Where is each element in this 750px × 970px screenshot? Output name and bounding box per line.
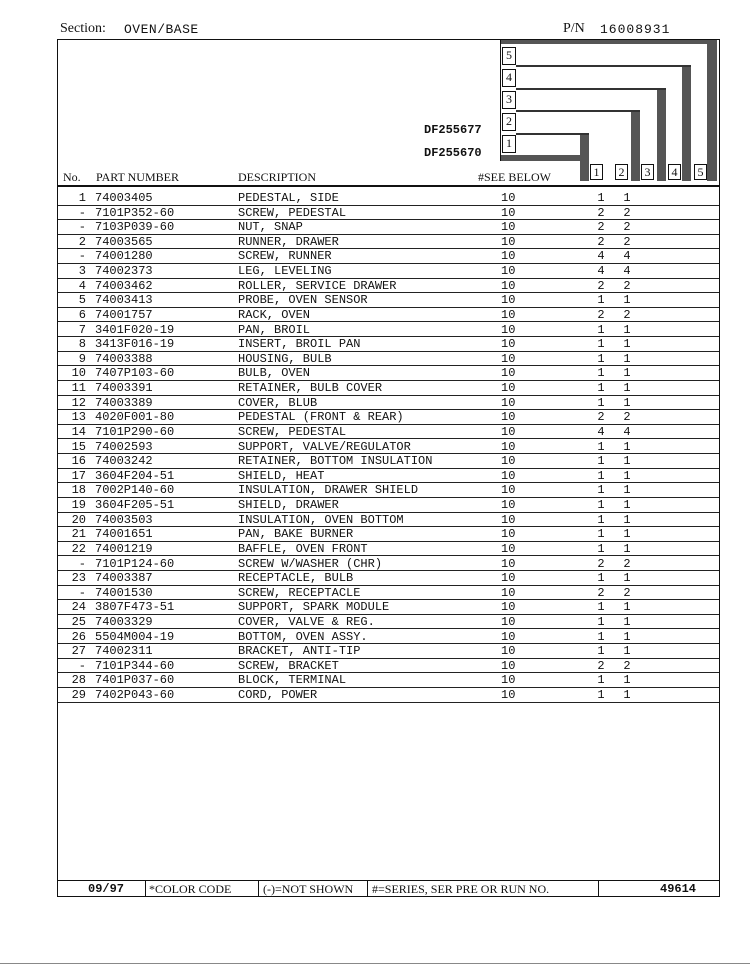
row-item-number: 1: [78, 191, 86, 205]
row-description: NUT, SNAP: [238, 220, 303, 235]
row-see-below: 10: [501, 688, 516, 703]
row-qty-model-2: 1: [623, 191, 631, 205]
row-qty-model-2: 2: [623, 585, 631, 600]
model-label-a: DF255677: [424, 123, 482, 137]
model-column-5: 5: [694, 164, 707, 180]
row-description: BRACKET, ANTI-TIP: [238, 644, 361, 659]
row-description: PEDESTAL, SIDE: [238, 191, 339, 205]
table-row: [58, 425, 719, 440]
row-qty-model-2: 2: [623, 556, 631, 571]
row-see-below: 10: [501, 410, 516, 425]
row-qty-model-2: 1: [623, 541, 631, 556]
row-qty-model-1: 1: [597, 191, 605, 205]
row-see-below: 10: [501, 658, 516, 673]
footer-color-code: *COLOR CODE: [149, 882, 232, 896]
table-row: [58, 191, 719, 206]
row-qty-model-1: 1: [597, 439, 605, 454]
row-part-number: 7402P043-60: [95, 688, 175, 703]
row-item-number: -: [78, 205, 86, 220]
row-qty-model-2: 2: [623, 410, 631, 425]
table-row: [58, 366, 719, 381]
row-see-below: 10: [501, 191, 516, 205]
row-item-number: 13: [71, 410, 86, 425]
table-row: [58, 308, 719, 323]
row-description: INSULATION, OVEN BOTTOM: [238, 512, 404, 527]
row-part-number: 74003405: [95, 191, 153, 205]
header-divider: [58, 185, 719, 187]
table-row: [58, 469, 719, 484]
row-see-below: 10: [501, 571, 516, 586]
row-part-number: 7407P103-60: [95, 366, 175, 381]
row-item-number: -: [78, 249, 86, 264]
row-description: COVER, VALVE & REG.: [238, 614, 375, 629]
model-column-2: 2: [615, 164, 628, 180]
row-see-below: 10: [501, 249, 516, 264]
model-box-2: 2: [502, 113, 516, 131]
table-row: [58, 235, 719, 250]
row-description: PEDESTAL (FRONT & REAR): [238, 410, 404, 425]
table-row: [58, 396, 719, 411]
row-part-number: 3413F016-19: [95, 337, 175, 352]
row-see-below: 10: [501, 468, 516, 483]
row-part-number: 7002P140-60: [95, 483, 175, 498]
row-description: PAN, BROIL: [238, 322, 311, 337]
footer-separator: [258, 881, 259, 897]
row-part-number: 74003503: [95, 512, 153, 527]
row-description: SCREW, RECEPTACLE: [238, 585, 361, 600]
model-column-3: 3: [641, 164, 654, 180]
row-see-below: 10: [501, 351, 516, 366]
row-qty-model-2: 1: [623, 644, 631, 659]
row-item-number: 9: [78, 351, 86, 366]
row-see-below: 10: [501, 585, 516, 600]
row-see-below: 10: [501, 424, 516, 439]
row-part-number: 3401F020-19: [95, 322, 175, 337]
footer-separator: [367, 881, 368, 897]
row-qty-model-1: 2: [597, 205, 605, 220]
table-row: [58, 337, 719, 352]
row-item-number: 5: [78, 293, 86, 308]
footer-separator: [598, 881, 599, 897]
row-description: INSULATION, DRAWER SHIELD: [238, 483, 419, 498]
row-item-number: 17: [71, 468, 86, 483]
row-qty-model-1: 1: [597, 688, 605, 703]
table-row: [58, 323, 719, 338]
model-box-3: 3: [502, 91, 516, 109]
footer-bar: [57, 880, 720, 897]
row-see-below: 10: [501, 498, 516, 513]
table-row: [58, 513, 719, 528]
row-part-number: 74003242: [95, 454, 153, 469]
table-row: [58, 630, 719, 645]
row-description: BAFFLE, OVEN FRONT: [238, 541, 368, 556]
row-description: SCREW, BRACKET: [238, 658, 339, 673]
table-row: [58, 498, 719, 513]
row-part-number: 74002373: [95, 264, 153, 279]
row-item-number: 11: [71, 381, 86, 396]
row-item-number: 3: [78, 264, 86, 279]
row-qty-model-1: 1: [597, 293, 605, 308]
row-qty-model-1: 1: [597, 337, 605, 352]
row-qty-model-1: 2: [597, 220, 605, 235]
model-label-b: DF255670: [424, 146, 482, 160]
row-qty-model-1: 4: [597, 424, 605, 439]
section-value: OVEN/BASE: [124, 22, 199, 37]
row-qty-model-2: 2: [623, 205, 631, 220]
row-part-number: 74003389: [95, 395, 153, 410]
row-see-below: 10: [501, 629, 516, 644]
row-qty-model-1: 1: [597, 629, 605, 644]
stair-bar-5: [707, 43, 717, 181]
row-item-number: 27: [71, 644, 86, 659]
row-part-number: 74003388: [95, 351, 153, 366]
row-part-number: 74002593: [95, 439, 153, 454]
row-qty-model-2: 1: [623, 381, 631, 396]
stair-step-1: [516, 133, 589, 135]
row-description: RACK, OVEN: [238, 307, 311, 322]
row-qty-model-1: 1: [597, 381, 605, 396]
row-item-number: 19: [71, 498, 86, 513]
table-row: [58, 206, 719, 221]
row-qty-model-2: 1: [623, 600, 631, 615]
row-qty-model-2: 4: [623, 249, 631, 264]
row-description: HOUSING, BULB: [238, 351, 332, 366]
row-see-below: 10: [501, 512, 516, 527]
row-item-number: 22: [71, 541, 86, 556]
row-qty-model-2: 2: [623, 220, 631, 235]
row-item-number: 18: [71, 483, 86, 498]
row-qty-model-2: 1: [623, 454, 631, 469]
table-row: [58, 659, 719, 674]
row-description: BOTTOM, OVEN ASSY.: [238, 629, 368, 644]
row-part-number: 74001530: [95, 585, 153, 600]
model-column-4: 4: [668, 164, 681, 180]
row-see-below: 10: [501, 264, 516, 279]
stair-bar-2: [631, 111, 640, 181]
row-description: SUPPORT, SPARK MODULE: [238, 600, 390, 615]
row-qty-model-1: 1: [597, 351, 605, 366]
row-qty-model-2: 1: [623, 614, 631, 629]
row-qty-model-1: 2: [597, 234, 605, 249]
table-row: [58, 615, 719, 630]
row-part-number: 7401P037-60: [95, 673, 175, 688]
row-description: RECEPTACLE, BULB: [238, 571, 354, 586]
row-item-number: 4: [78, 278, 86, 293]
table-row: [58, 381, 719, 396]
row-qty-model-2: 1: [623, 468, 631, 483]
row-description: INSERT, BROIL PAN: [238, 337, 361, 352]
row-item-number: 10: [71, 366, 86, 381]
row-item-number: 12: [71, 395, 86, 410]
table-row: [58, 571, 719, 586]
row-qty-model-2: 1: [623, 629, 631, 644]
row-qty-model-2: 1: [623, 512, 631, 527]
row-item-number: 15: [71, 439, 86, 454]
row-qty-model-1: 2: [597, 307, 605, 322]
row-qty-model-1: 1: [597, 468, 605, 483]
row-see-below: 10: [501, 337, 516, 352]
row-description: RETAINER, BULB COVER: [238, 381, 383, 396]
stair-bar-3: [657, 89, 666, 181]
row-qty-model-1: 1: [597, 614, 605, 629]
row-item-number: 7: [78, 322, 86, 337]
row-see-below: 10: [501, 366, 516, 381]
row-part-number: 74003387: [95, 571, 153, 586]
row-part-number: 74001651: [95, 527, 153, 542]
row-part-number: 7101P344-60: [95, 658, 175, 673]
row-description: BULB, OVEN: [238, 366, 311, 381]
row-description: SCREW, PEDESTAL: [238, 424, 347, 439]
footer-date: 09/97: [88, 882, 125, 896]
row-part-number: 7103P039-60: [95, 220, 175, 235]
row-qty-model-1: 1: [597, 541, 605, 556]
row-see-below: 10: [501, 439, 516, 454]
row-item-number: 26: [71, 629, 86, 644]
row-item-number: 24: [71, 600, 86, 615]
row-qty-model-2: 1: [623, 571, 631, 586]
row-item-number: 6: [78, 307, 86, 322]
row-qty-model-2: 1: [623, 366, 631, 381]
row-qty-model-2: 1: [623, 688, 631, 703]
row-qty-model-2: 1: [623, 293, 631, 308]
row-qty-model-1: 4: [597, 264, 605, 279]
row-part-number: 74003462: [95, 278, 153, 293]
row-qty-model-1: 1: [597, 600, 605, 615]
row-description: RUNNER, DRAWER: [238, 234, 339, 249]
row-see-below: 10: [501, 205, 516, 220]
row-item-number: 28: [71, 673, 86, 688]
row-qty-model-1: 2: [597, 585, 605, 600]
table-row: [58, 673, 719, 688]
table-row: [58, 220, 719, 235]
row-see-below: 10: [501, 381, 516, 396]
footer-doc-number: 49614: [660, 882, 697, 896]
table-row: [58, 527, 719, 542]
row-qty-model-2: 4: [623, 264, 631, 279]
table-row: [58, 644, 719, 659]
row-item-number: 8: [78, 337, 86, 352]
row-qty-model-1: 2: [597, 278, 605, 293]
table-row: [58, 279, 719, 294]
row-item-number: 21: [71, 527, 86, 542]
row-part-number: 74001219: [95, 541, 153, 556]
row-qty-model-2: 4: [623, 424, 631, 439]
row-description: SUPPORT, VALVE/REGULATOR: [238, 439, 411, 454]
row-see-below: 10: [501, 307, 516, 322]
column-header-part-number: PART NUMBER: [96, 170, 179, 184]
row-see-below: 10: [501, 395, 516, 410]
row-qty-model-2: 2: [623, 658, 631, 673]
table-row: [58, 542, 719, 557]
stair-step-top: [500, 40, 717, 44]
row-qty-model-2: 1: [623, 498, 631, 513]
table-row: [58, 440, 719, 455]
row-part-number: 74003329: [95, 614, 153, 629]
row-part-number: 74002311: [95, 644, 153, 659]
row-description: SHIELD, HEAT: [238, 468, 325, 483]
row-qty-model-1: 1: [597, 322, 605, 337]
row-description: RETAINER, BOTTOM INSULATION: [238, 454, 433, 469]
row-description: COVER, BLUB: [238, 395, 318, 410]
model-box-1: 1: [502, 135, 516, 153]
row-qty-model-2: 2: [623, 307, 631, 322]
page-bottom-rule: [0, 963, 750, 964]
table-row: [58, 293, 719, 308]
row-qty-model-2: 1: [623, 337, 631, 352]
row-part-number: 4020F001-80: [95, 410, 175, 425]
stair-step-base: [500, 155, 589, 161]
row-see-below: 10: [501, 278, 516, 293]
row-part-number: 3604F204-51: [95, 468, 175, 483]
table-row: [58, 557, 719, 572]
table-row: [58, 249, 719, 264]
row-qty-model-1: 1: [597, 498, 605, 513]
row-description: SHIELD, DRAWER: [238, 498, 339, 513]
row-qty-model-1: 2: [597, 410, 605, 425]
row-qty-model-2: 2: [623, 278, 631, 293]
row-see-below: 10: [501, 541, 516, 556]
row-item-number: 16: [71, 454, 86, 469]
table-row: [58, 586, 719, 601]
row-description: ROLLER, SERVICE DRAWER: [238, 278, 397, 293]
stair-step-3: [516, 88, 666, 90]
column-header-no: No.: [63, 170, 81, 184]
row-see-below: 10: [501, 483, 516, 498]
row-part-number: 3807F473-51: [95, 600, 175, 615]
table-row: [58, 688, 719, 703]
row-see-below: 10: [501, 234, 516, 249]
row-part-number: 7101P124-60: [95, 556, 175, 571]
section-label: Section:: [60, 21, 106, 36]
row-see-below: 10: [501, 293, 516, 308]
row-qty-model-2: 1: [623, 439, 631, 454]
row-rule: [58, 702, 719, 703]
row-see-below: 10: [501, 527, 516, 542]
row-see-below: 10: [501, 322, 516, 337]
row-see-below: 10: [501, 644, 516, 659]
footer-separator: [145, 881, 146, 897]
table-row: [58, 483, 719, 498]
column-header-see-below: #SEE BELOW: [478, 170, 551, 184]
row-qty-model-2: 1: [623, 322, 631, 337]
table-row: [58, 600, 719, 615]
row-see-below: 10: [501, 673, 516, 688]
stair-step-4: [516, 65, 691, 67]
row-description: SCREW, RUNNER: [238, 249, 332, 264]
row-item-number: 23: [71, 571, 86, 586]
row-see-below: 10: [501, 556, 516, 571]
row-qty-model-1: 1: [597, 454, 605, 469]
row-item-number: 29: [71, 688, 86, 703]
row-description: PAN, BAKE BURNER: [238, 527, 354, 542]
model-box-5: 5: [502, 47, 516, 65]
stair-step-2: [516, 110, 640, 112]
row-part-number: 74001757: [95, 307, 153, 322]
row-qty-model-1: 1: [597, 366, 605, 381]
row-item-number: 14: [71, 424, 86, 439]
row-part-number: 3604F205-51: [95, 498, 175, 513]
row-qty-model-2: 1: [623, 527, 631, 542]
row-qty-model-1: 1: [597, 395, 605, 410]
row-qty-model-1: 1: [597, 644, 605, 659]
stair-bar-4: [682, 66, 691, 181]
row-qty-model-1: 1: [597, 571, 605, 586]
matrix-left-line: [500, 40, 501, 161]
footer-not-shown: (-)=NOT SHOWN: [263, 882, 354, 896]
row-see-below: 10: [501, 454, 516, 469]
row-item-number: -: [78, 220, 86, 235]
row-part-number: 7101P352-60: [95, 205, 175, 220]
model-box-4: 4: [502, 69, 516, 87]
row-description: SCREW, PEDESTAL: [238, 205, 347, 220]
row-qty-model-1: 4: [597, 249, 605, 264]
row-qty-model-1: 2: [597, 556, 605, 571]
model-column-1: 1: [590, 164, 603, 180]
row-description: SCREW W/WASHER (CHR): [238, 556, 383, 571]
row-qty-model-2: 1: [623, 395, 631, 410]
row-qty-model-2: 1: [623, 483, 631, 498]
row-part-number: 74001280: [95, 249, 153, 264]
row-item-number: 2: [78, 234, 86, 249]
row-item-number: -: [78, 658, 86, 673]
row-qty-model-2: 1: [623, 673, 631, 688]
row-part-number: 5504M004-19: [95, 629, 175, 644]
row-see-below: 10: [501, 600, 516, 615]
footer-series-note: #=SERIES, SER PRE OR RUN NO.: [372, 882, 550, 896]
row-qty-model-1: 2: [597, 658, 605, 673]
row-item-number: 20: [71, 512, 86, 527]
row-see-below: 10: [501, 220, 516, 235]
row-part-number: 74003413: [95, 293, 153, 308]
row-part-number: 74003565: [95, 234, 153, 249]
row-qty-model-1: 1: [597, 483, 605, 498]
row-item-number: -: [78, 585, 86, 600]
column-header-description: DESCRIPTION: [238, 170, 317, 184]
row-part-number: 7101P290-60: [95, 424, 175, 439]
row-item-number: -: [78, 556, 86, 571]
table-row: [58, 454, 719, 469]
row-description: CORD, POWER: [238, 688, 318, 703]
row-description: LEG, LEVELING: [238, 264, 332, 279]
row-qty-model-2: 2: [623, 234, 631, 249]
row-item-number: 25: [71, 614, 86, 629]
row-part-number: 74003391: [95, 381, 153, 396]
row-description: BLOCK, TERMINAL: [238, 673, 347, 688]
row-qty-model-1: 1: [597, 673, 605, 688]
part-number-value: 16008931: [600, 22, 671, 37]
row-qty-model-1: 1: [597, 527, 605, 542]
table-row: [58, 410, 719, 425]
table-row: [58, 264, 719, 279]
row-qty-model-1: 1: [597, 512, 605, 527]
row-see-below: 10: [501, 614, 516, 629]
table-row: [58, 352, 719, 367]
row-description: PROBE, OVEN SENSOR: [238, 293, 368, 308]
row-qty-model-2: 1: [623, 351, 631, 366]
part-number-label: P/N: [563, 21, 585, 36]
